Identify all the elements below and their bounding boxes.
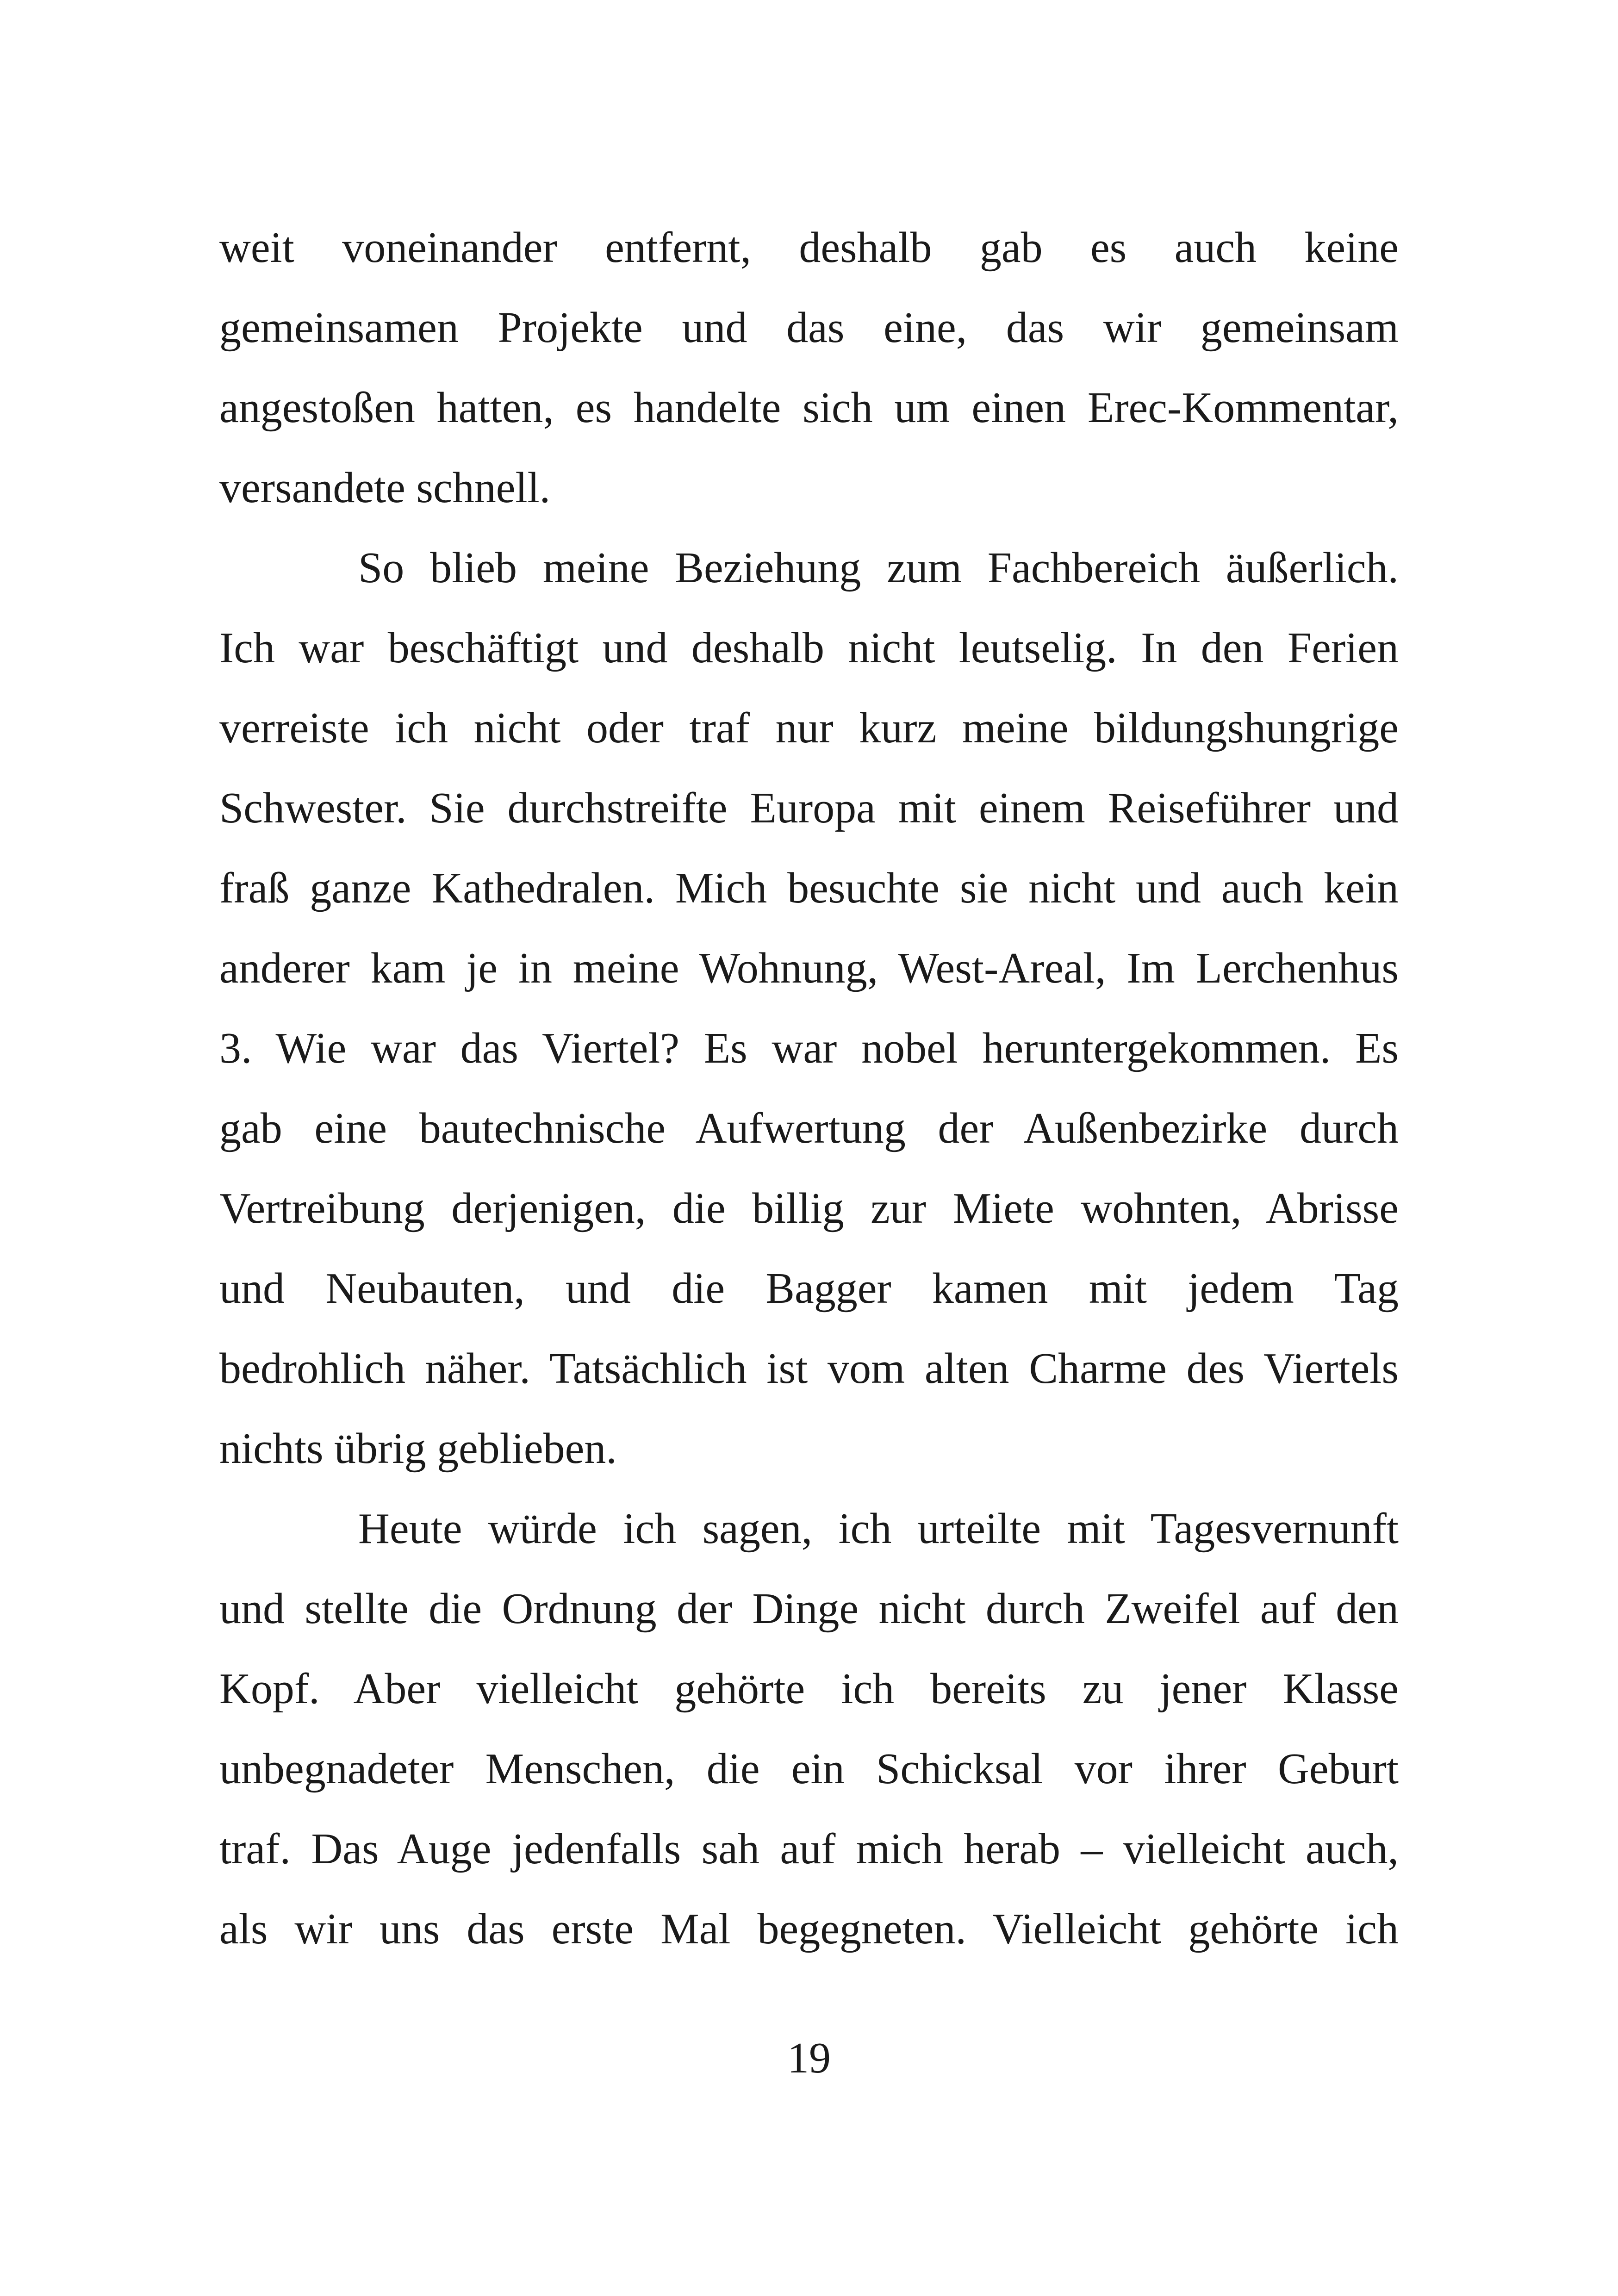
text-line: und Neubauten, und die Bagger kamen mit jedem Tag — [219, 1264, 1399, 1313]
text-line: weit voneinander entfernt, deshalb gab es auch keine — [219, 224, 1399, 272]
page-number: 19 — [787, 2034, 831, 2082]
text-line: gemeinsamen Projekte und das eine, das wir gemeinsam — [219, 304, 1399, 352]
text-line: verreiste ich nicht oder traf nur kurz meine bildungshungrige — [219, 704, 1399, 752]
paragraph-end-line: versandete schnell. — [219, 464, 551, 512]
text-line: Vertreibung derjenigen, die billig zur Miete wohnten, Abrisse — [219, 1184, 1399, 1232]
text-line: als wir uns das erste Mal begegneten. Vielleicht gehörte ich — [219, 1905, 1399, 1953]
text-line: anderer kam je in meine Wohnung, West-Areal, Im Lerchenhus — [219, 944, 1399, 992]
text-line: Schwester. Sie durchstreifte Europa mit einem Reiseführer und — [219, 784, 1399, 832]
text-line: fraß ganze Kathedralen. Mich besuchte sie nicht und auch kein — [219, 864, 1399, 912]
text-line: 3. Wie war das Viertel? Es war nobel heruntergekommen. Es — [219, 1024, 1399, 1072]
text-line: Kopf. Aber vielleicht gehörte ich bereits zu jener Klasse — [219, 1665, 1399, 1713]
text-line: gab eine bautechnische Aufwertung der Außenbezirke durch — [219, 1104, 1399, 1152]
text-line: und stellte die Ordnung der Dinge nicht durch Zweifel auf den — [219, 1585, 1399, 1633]
paragraph-start-line: So blieb meine Beziehung zum Fachbereich äußerlich. — [358, 544, 1399, 592]
text-line: angestoßen hatten, es handelte sich um einen Erec-Kommentar, — [219, 384, 1399, 432]
paragraph-end-line: nichts übrig geblieben. — [219, 1425, 617, 1473]
text-line: traf. Das Auge jedenfalls sah auf mich herab – vielleicht auch, — [219, 1825, 1399, 1873]
body-text — [219, 222, 1399, 1984]
text-line: Ich war beschäftigt und deshalb nicht leutselig. In den Ferien — [219, 624, 1399, 672]
text-line: unbegnadeter Menschen, die ein Schicksal vor ihrer Geburt — [219, 1745, 1399, 1793]
text-line: bedrohlich näher. Tatsächlich ist vom alten Charme des Viertels — [219, 1344, 1399, 1393]
paragraph-start-line: Heute würde ich sagen, ich urteilte mit Tagesvernunft — [358, 1505, 1399, 1553]
